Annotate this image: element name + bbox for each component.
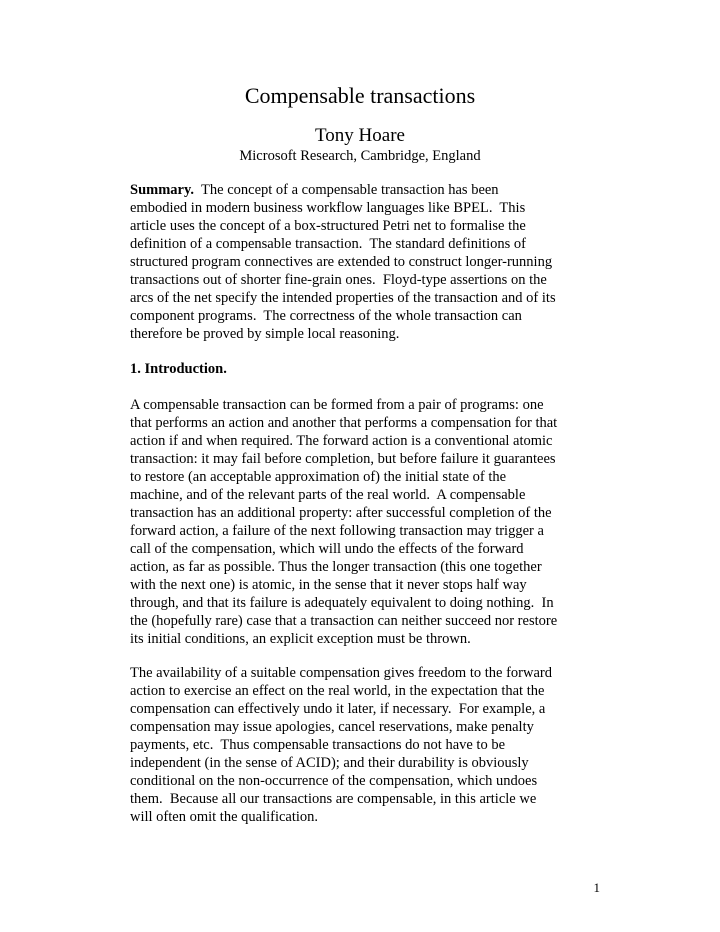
paragraph-line: A compensable transaction can be formed from a pair of programs: one [130,397,544,413]
summary-line [130,181,600,199]
summary-line-text: The concept of a compensable transaction has been [194,182,499,198]
paragraph-line: forward action, a failure of the next following transaction may trigger a [130,523,544,539]
paragraph-line: with the next one) is atomic, in the sense that it never stops half way [130,577,527,593]
paragraph-line: machine, and of the relevant parts of the real world. A compensable [130,487,526,503]
paragraph-line: them. Because all our transactions are compensable, in this article we [130,791,537,807]
summary-label: Summary. [130,182,195,198]
paragraph-line: action to exercise an effect on the real world, in the expectation that the [130,683,545,699]
summary-line: therefore be proved by simple local reasoning. [130,326,400,342]
summary-line: arcs of the net specify the intended properties of the transaction and of its [130,290,556,306]
paper-title: Compensable transactions [244,83,476,108]
paragraph-line: conditional on the non-occurrence of the compensation, which undoes [130,773,538,789]
paragraph-line: to restore (an acceptable approximation of) the initial state of the [130,469,507,485]
author-affiliation: Microsoft Research, Cambridge, England [239,148,481,164]
paragraph-line: will often omit the qualification. [130,809,319,825]
paragraph-line: transaction: it may fail before completion, but before failure it guarantees [130,451,556,467]
paragraph-line: the (hopefully rare) case that a transaction can neither succeed nor restore [130,613,558,629]
intro-paragraph-1 [130,396,600,648]
summary-line: transactions out of shorter fine-grain ones. Floyd-type assertions on the [130,272,547,288]
intro-paragraph-2 [130,664,600,826]
paragraph-line: The availability of a suitable compensation gives freedom to the forward [130,665,552,681]
paragraph-line: payments, etc. Thus compensable transactions do not have to be [130,737,506,753]
paragraph-line: call of the compensation, which will undo the effects of the forward [130,541,524,557]
paragraph-line: transaction has an additional property: after successful completion of the [130,505,552,521]
paragraph-line: independent (in the sense of ACID); and their durability is obviously [130,755,529,771]
paragraph-line: that performs an action and another that performs a compensation for that [130,415,558,431]
summary-line: component programs. The correctness of the whole transaction can [130,308,522,324]
summary-line: article uses the concept of a box-structured Petri net to formalise the [130,218,526,234]
summary-paragraph [130,181,600,343]
paragraph-line: its initial conditions, an explicit exception must be thrown. [130,631,471,647]
paragraph-line: compensation may issue apologies, cancel reservations, make penalty [130,719,534,735]
paragraph-line: action if and when required. The forward action is a conventional atomic [130,433,553,449]
page-number: 1 [593,880,600,895]
paragraph-line: through, and that its failure is adequately equivalent to doing nothing. In [130,595,554,611]
section-heading: 1. Introduction. [130,361,227,377]
summary-line: structured program connectives are extended to construct longer-running [130,254,553,270]
paragraph-line: action, as far as possible. Thus the longer transaction (this one together [130,559,542,575]
author-name: Tony Hoare [315,125,405,146]
paragraph-line: compensation can effectively undo it later, if necessary. For example, a [130,701,546,717]
summary-line: definition of a compensable transaction. The standard definitions of [130,236,526,252]
summary-line: embodied in modern business workflow languages like BPEL. This [130,200,526,216]
